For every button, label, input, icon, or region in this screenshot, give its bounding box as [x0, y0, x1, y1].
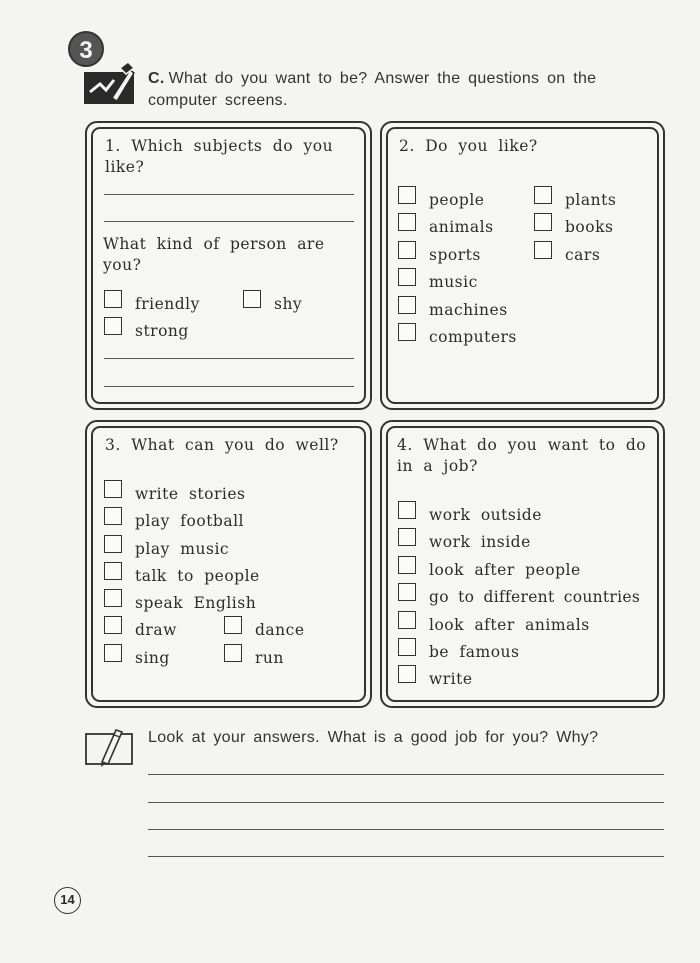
option-talk-to-people: talk to people — [135, 567, 260, 585]
option-look-after-animals: look after animals — [429, 616, 590, 634]
checkbox-be-famous[interactable] — [398, 638, 416, 656]
option-play-music: play music — [135, 540, 230, 558]
bottom-answer-line-3[interactable] — [148, 829, 664, 830]
checkbox-talk-to-people[interactable] — [104, 562, 122, 580]
option-write-stories: write stories — [135, 485, 246, 503]
checkbox-friendly[interactable] — [104, 290, 122, 308]
checkbox-look-after-animals[interactable] — [398, 611, 416, 629]
screen-2 — [380, 121, 665, 410]
checkbox-cars[interactable] — [534, 241, 552, 259]
checkbox-play-football[interactable] — [104, 507, 122, 525]
option-look-after-people: look after people — [429, 561, 581, 579]
option-friendly: friendly — [135, 295, 200, 313]
checkbox-computers[interactable] — [398, 323, 416, 341]
option-computers: computers — [429, 328, 517, 346]
bottom-answer-line-1[interactable] — [148, 774, 664, 775]
writing-pencil-icon — [84, 728, 136, 768]
option-sports: sports — [429, 246, 481, 264]
checkbox-write[interactable] — [398, 665, 416, 683]
checkbox-work-outside[interactable] — [398, 501, 416, 519]
option-go-to-different-countries: go to different countries — [429, 588, 641, 606]
option-people: people — [429, 191, 485, 209]
page-number: 14 — [54, 887, 81, 914]
checkbox-books[interactable] — [534, 213, 552, 231]
checkbox-draw[interactable] — [104, 616, 122, 634]
option-speak-english: speak English — [135, 594, 257, 612]
checkbox-music[interactable] — [398, 268, 416, 286]
option-machines: machines — [429, 301, 508, 319]
bottom-answer-line-4[interactable] — [148, 856, 664, 857]
checkbox-machines[interactable] — [398, 296, 416, 314]
checkbox-look-after-people[interactable] — [398, 556, 416, 574]
checkbox-sing[interactable] — [104, 644, 122, 662]
exercise-number-badge: 3 — [68, 31, 104, 67]
checkbox-shy[interactable] — [243, 290, 261, 308]
option-be-famous: be famous — [429, 643, 520, 661]
screen-3 — [85, 420, 372, 708]
checkbox-go-to-different-countries[interactable] — [398, 583, 416, 601]
option-run: run — [255, 649, 284, 667]
exercise-pencil-icon — [84, 62, 136, 106]
checkbox-strong[interactable] — [104, 317, 122, 335]
option-books: books — [565, 218, 614, 236]
screen1-answer-line-2[interactable] — [104, 221, 354, 222]
checkbox-dance[interactable] — [224, 616, 242, 634]
option-plants: plants — [565, 191, 617, 209]
option-work-inside: work inside — [429, 533, 531, 551]
option-write: write — [429, 670, 473, 688]
screen2-question: 2. Do you like? — [399, 137, 538, 155]
option-music: music — [429, 273, 478, 291]
checkbox-sports[interactable] — [398, 241, 416, 259]
checkbox-play-music[interactable] — [104, 535, 122, 553]
exercise-instruction — [148, 68, 668, 112]
checkbox-work-inside[interactable] — [398, 528, 416, 546]
checkbox-speak-english[interactable] — [104, 589, 122, 607]
screen1-question-subjects: 1. Which subjects do you like? — [105, 137, 334, 176]
screen3-question: 3. What can you do well? — [105, 436, 339, 454]
screen4-question: 4. What do you want to do in a job? — [397, 436, 647, 475]
screen1-answer-line-3[interactable] — [104, 358, 354, 359]
checkbox-run[interactable] — [224, 644, 242, 662]
option-sing: sing — [135, 649, 170, 667]
screen1-answer-line-4[interactable] — [104, 386, 354, 387]
option-strong: strong — [135, 322, 189, 340]
option-animals: animals — [429, 218, 494, 236]
bottom-question: Look at your answers. What is a good job for you? Why? — [148, 729, 599, 746]
option-work-outside: work outside — [429, 506, 542, 524]
option-cars: cars — [565, 246, 601, 264]
screen1-question-person: What kind of person are you? — [103, 235, 325, 274]
checkbox-animals[interactable] — [398, 213, 416, 231]
option-draw: draw — [135, 621, 177, 639]
option-shy: shy — [274, 295, 303, 313]
option-play-football: play football — [135, 512, 245, 530]
checkbox-write-stories[interactable] — [104, 480, 122, 498]
exercise-instruction-text: What do you want to be? Answer the questions on the computer screens. — [148, 70, 597, 109]
screen1-answer-line-1[interactable] — [104, 194, 354, 195]
option-dance: dance — [255, 621, 305, 639]
checkbox-plants[interactable] — [534, 186, 552, 204]
checkbox-people[interactable] — [398, 186, 416, 204]
exercise-letter: C. — [148, 70, 165, 87]
bottom-answer-line-2[interactable] — [148, 802, 664, 803]
